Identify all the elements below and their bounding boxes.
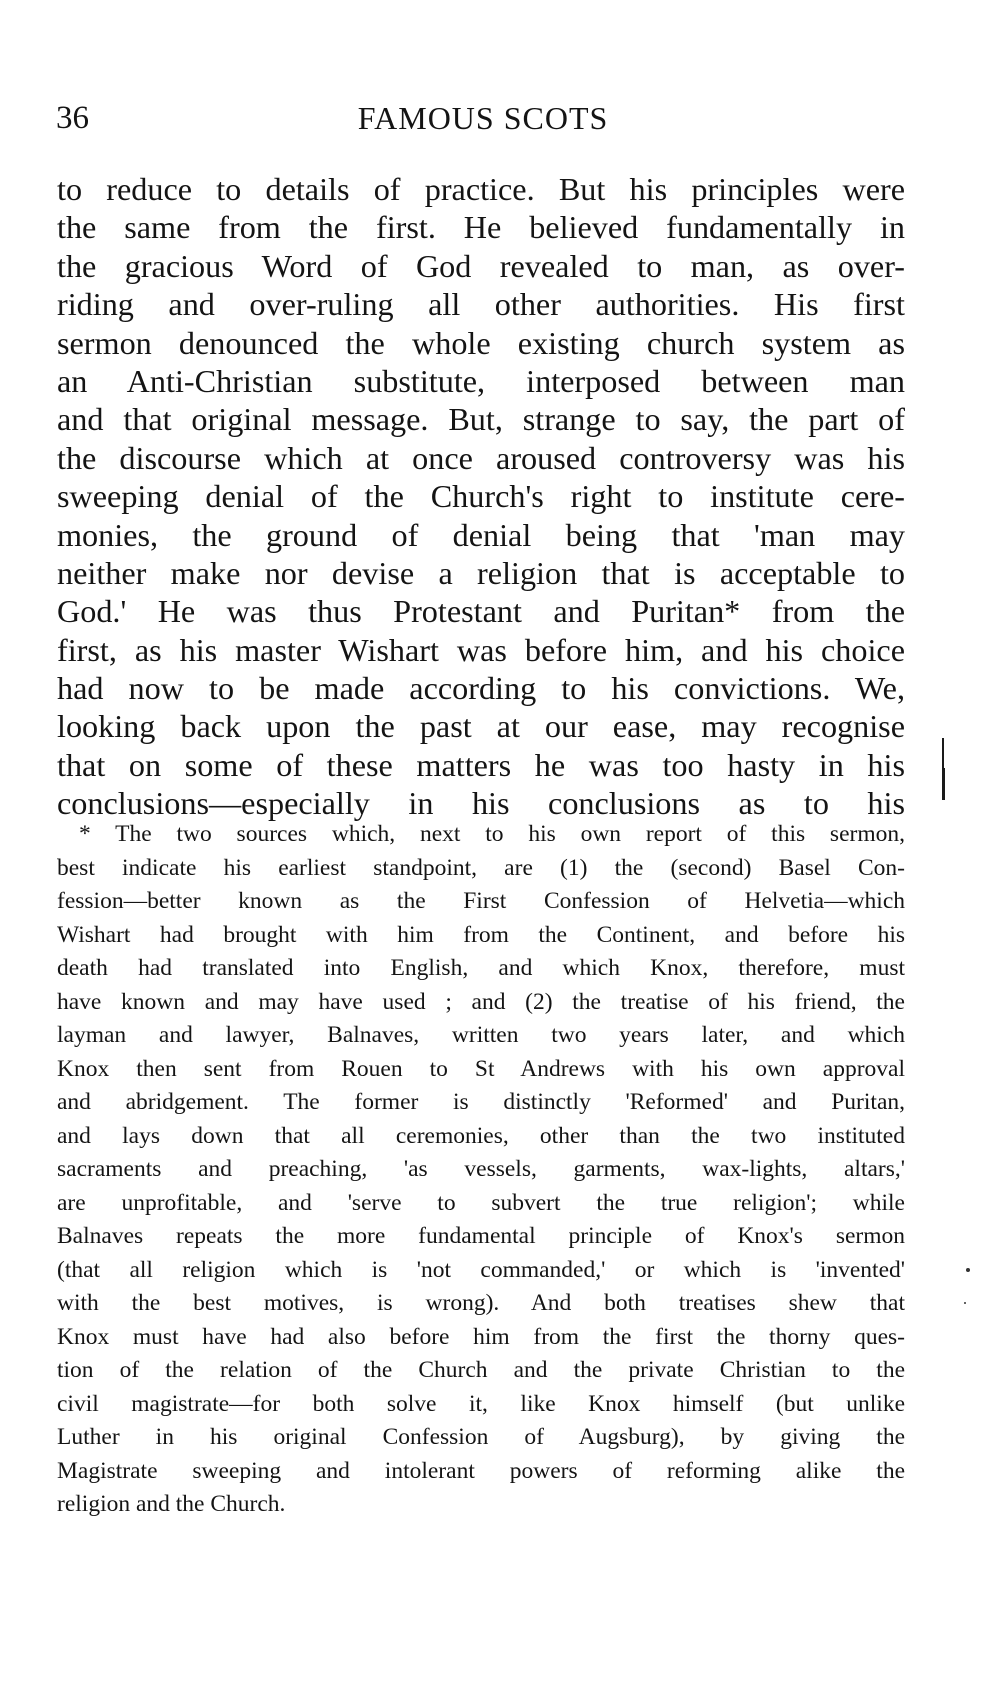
footnote-line: layman and lawyer, Balnaves, written two years later, and which xyxy=(57,1022,905,1048)
footnote-line: (that all religion which is 'not commanded,' or which is 'invented' xyxy=(57,1256,905,1283)
text-line: and that original message. But, strange to say, the part of xyxy=(57,401,905,438)
footnote-line: and abridgement. The former is distinctly 'Reformed' and Puritan, xyxy=(57,1089,905,1115)
footnote-line: sacraments and preaching, 'as vessels, garments, wax-lights, altars,' xyxy=(57,1156,905,1182)
text-line: God.' He was thus Protestant and Puritan* from the xyxy=(57,593,905,630)
main-text xyxy=(57,170,905,823)
text-line: first, as his master Wishart was before him, and his choice xyxy=(57,631,905,668)
footnote-line: Knox then sent from Rouen to St Andrews with his own approval xyxy=(57,1055,905,1082)
footnote-line: and lays down that all ceremonies, other than the two instituted xyxy=(57,1122,905,1149)
footnote-line: with the best motives, is wrong). And both treatises shew that xyxy=(57,1290,905,1316)
footnote-line: Balnaves repeats the more fundamental principle of Knox's sermon xyxy=(57,1223,905,1249)
page-header xyxy=(56,96,910,140)
footnote-line: tion of the relation of the Church and the private Christian to the xyxy=(57,1357,905,1383)
text-line: an Anti-Christian substitute, interposed between man xyxy=(57,362,905,399)
footnote-line: * The two sources which, next to his own report of this sermon, xyxy=(79,821,905,847)
text-line: had now to be made according to his convictions. We, xyxy=(57,670,905,707)
footnote-line: have known and may have used ; and (2) the treatise of his friend, the xyxy=(57,988,905,1015)
footnote-line: Wishart had brought with him from the Continent, and before his xyxy=(57,921,905,948)
text-line: the discourse which at once aroused controversy was his xyxy=(57,439,905,476)
text-line: the gracious Word of God revealed to man, as over- xyxy=(57,247,905,284)
running-title: FAMOUS SCOTS xyxy=(357,100,609,136)
footnote-line: Luther in his original Confession of Augsburg), by giving the xyxy=(57,1424,905,1450)
page-number: 36 xyxy=(56,100,89,136)
text-line: monies, the ground of denial being that 'man may xyxy=(57,516,905,553)
footnote-line: religion and the Church. xyxy=(57,1491,286,1517)
footnote-line: death had translated into English, and which Knox, therefore, must xyxy=(57,955,905,981)
ink-speck xyxy=(966,1268,970,1272)
text-line: sweeping denial of the Church's right to institute cere- xyxy=(57,478,905,515)
footnote-line: best indicate his earliest standpoint, are (1) the (second) Basel Con- xyxy=(57,854,905,881)
footnote-line: are unprofitable, and 'serve to subvert the true religion'; while xyxy=(57,1189,905,1216)
text-line: looking back upon the past at our ease, may recognise xyxy=(57,708,905,745)
text-line: conclusions—especially in his conclusions as to his xyxy=(57,785,905,822)
footnote xyxy=(57,818,905,1522)
text-line: neither make nor devise a religion that is acceptable to xyxy=(57,554,905,591)
text-line: that on some of these matters he was too hasty in his xyxy=(57,746,905,783)
text-line: riding and over-ruling all other authorities. His first xyxy=(57,286,905,323)
footnote-line: fession—better known as the First Confession of Helvetia—which xyxy=(57,888,905,914)
margin-rule xyxy=(942,768,945,800)
footnote-line: Magistrate sweeping and intolerant powers of reforming alike the xyxy=(57,1457,905,1484)
text-line: to reduce to details of practice. But his principles were xyxy=(57,171,905,207)
text-line: the same from the first. He believed fundamentally in xyxy=(57,209,905,246)
ink-speck xyxy=(964,1302,966,1304)
text-line: sermon denounced the whole existing church system as xyxy=(57,324,905,361)
footnote-line: civil magistrate—for both solve it, like Knox himself (but unlike xyxy=(57,1390,905,1417)
footnote-line: Knox must have had also before him from the first the thorny ques- xyxy=(57,1323,905,1350)
margin-rule xyxy=(942,738,944,768)
